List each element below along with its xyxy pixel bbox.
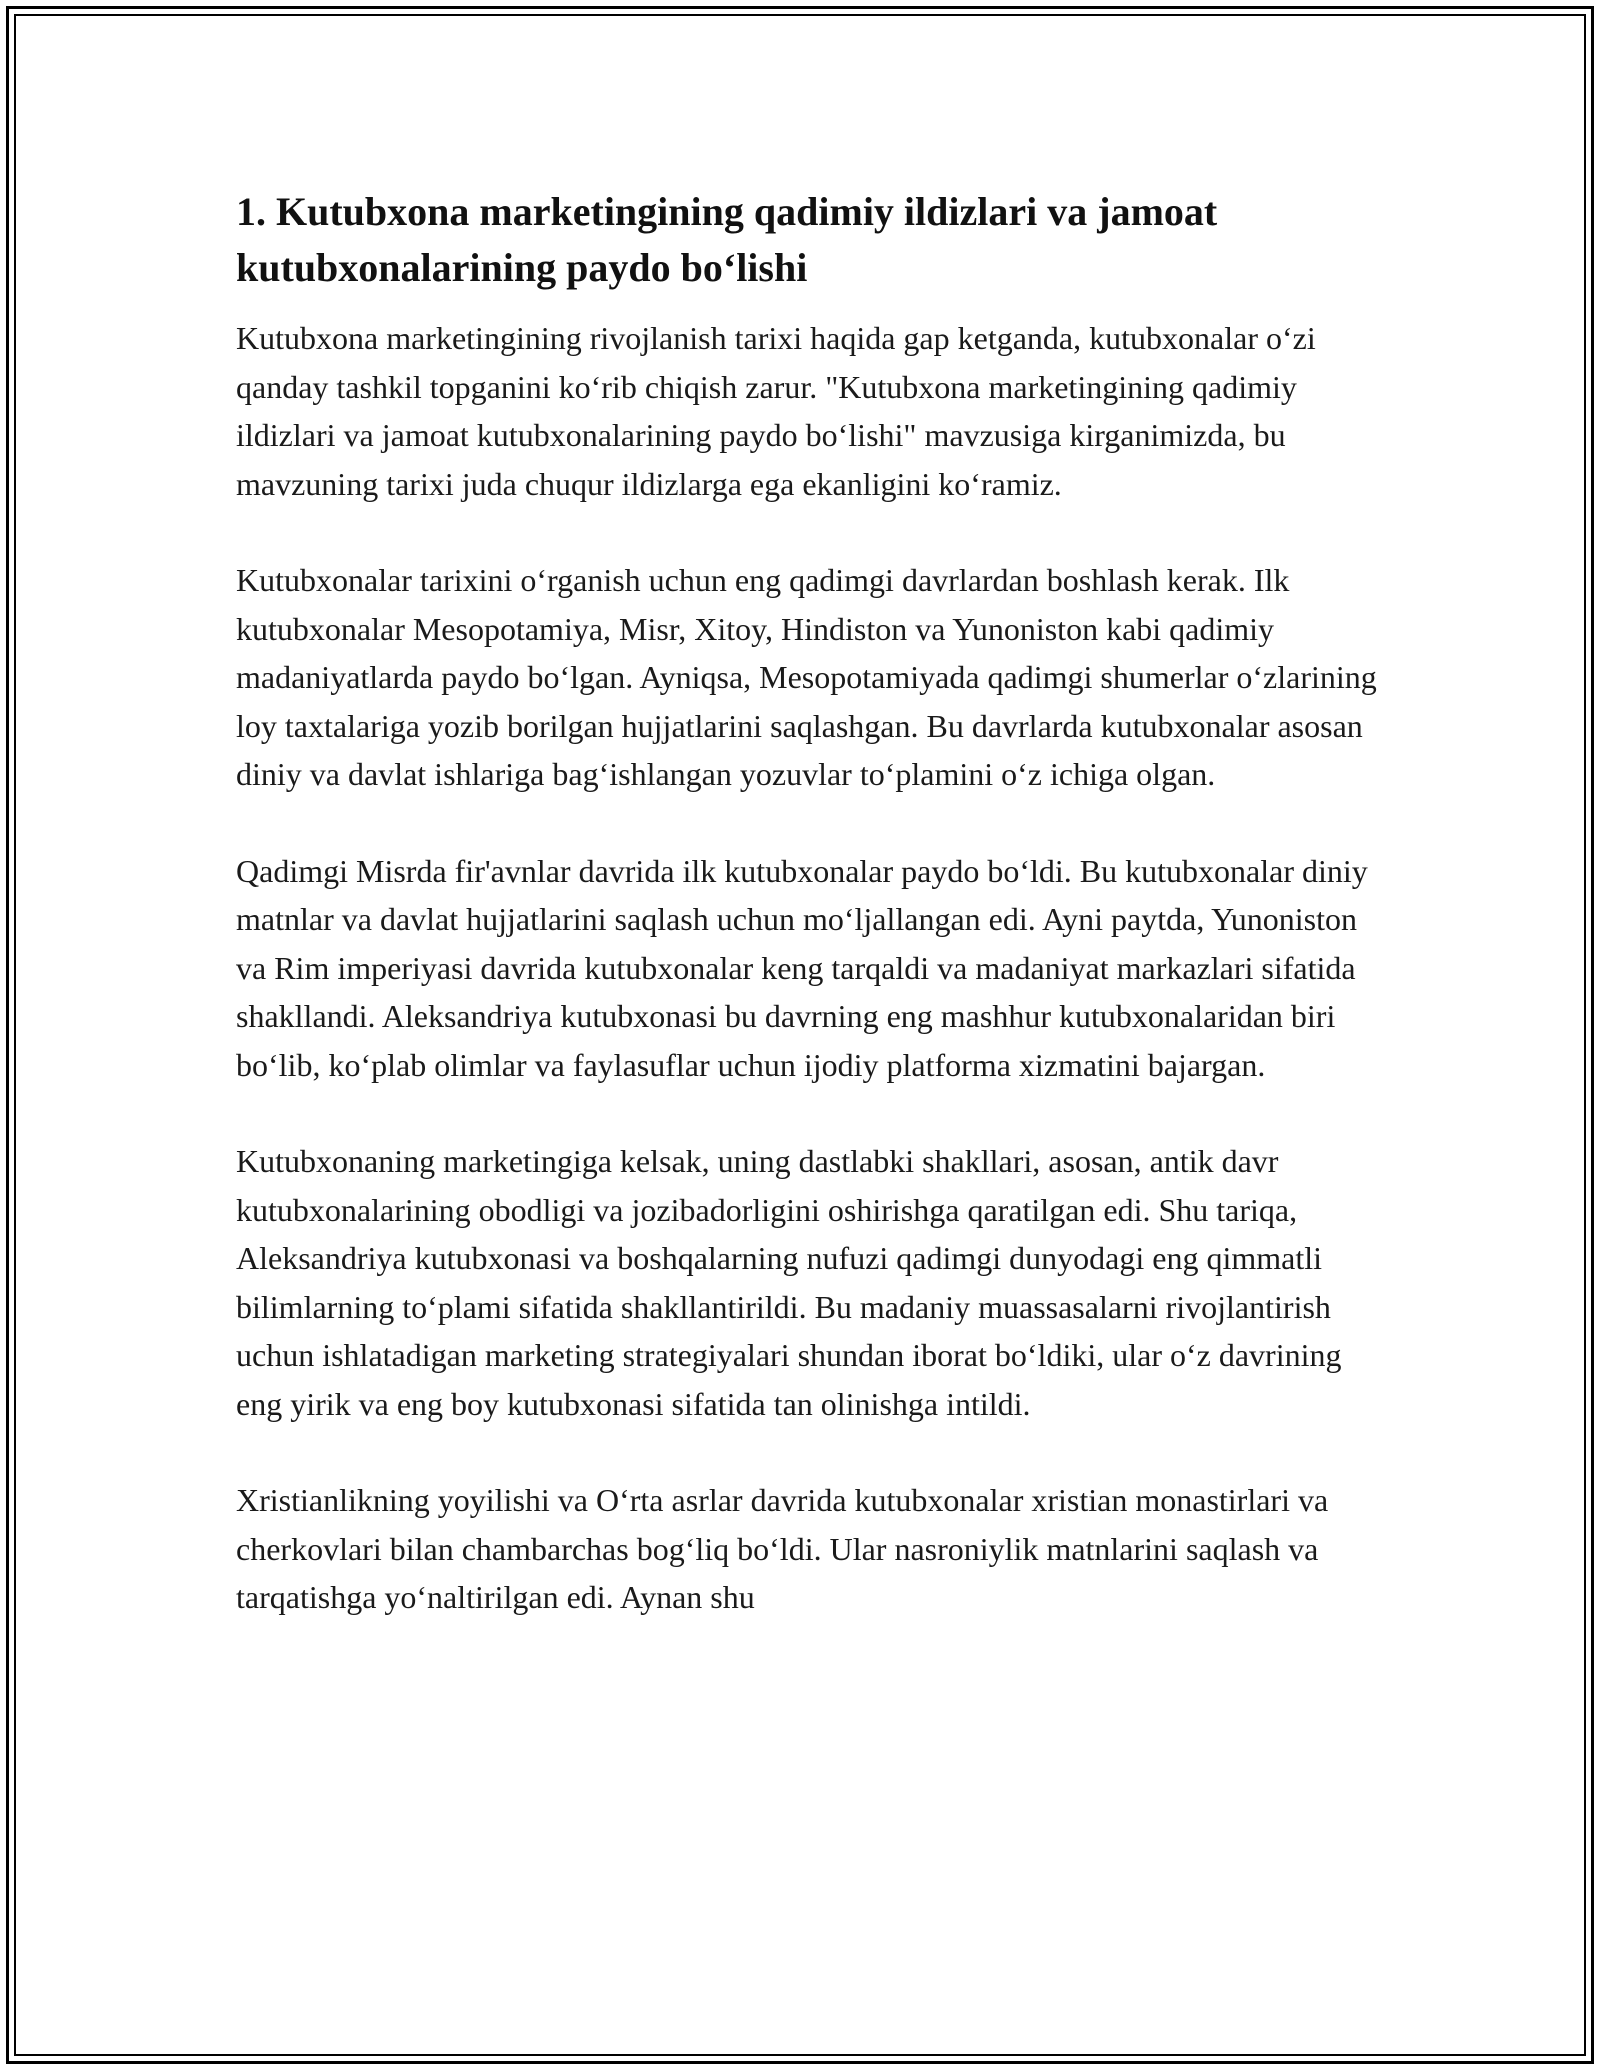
paragraph-3: Qadimgi Misrda fir'avnlar davrida ilk kutubxonalar paydo bo‘ldi. Bu kutubxonalar diniy matnlar va davlat hujjatlarini saqlash uchun mo‘ljallangan edi. Ayni paytda, Yunoniston va Rim imperiyasi davrida kutubxonalar keng tarqaldi va madaniyat markazlari sifatida shakllandi. Aleksandriya kutubxonasi bu davrning eng mashhur kutubxonalaridan biri bo‘lib, ko‘plab olimlar va faylasuflar uchun ijodiy platforma xizmatini bajargan. xyxy=(236,852,1368,1083)
paragraph-1: Kutubxona marketingining rivojlanish tarixi haqida gap ketganda, kutubxonalar o‘zi qanday tashkil topganini ko‘rib chiqish zarur. "Kutubxona marketingining qadimiy ildizlari va jamoat kutubxonalarining paydo bo‘lishi" mavzusiga kirganimizda, bu mavzuning tarixi juda chuqur ildizlarga ega ekanligini ko‘ramiz. xyxy=(236,320,1316,502)
paragraph-2: Kutubxonalar tarixini o‘rganish uchun eng qadimgi davrlardan boshlash kerak. Ilk kutubxonalar Mesopotamiya, Misr, Xitoy, Hindiston va Yunoniston kabi qadimiy madaniyatlarda paydo bo‘lgan. Ayniqsa, Mesopotamiyada qadimgi shumerlar o‘zlarining loy taxtalariga yozib borilgan hujjatlarini saqlashgan. Bu davrlarda kutubxonalar asosan diniy va davlat ishlariga bag‘ishlangan yozuvlar to‘plamini o‘z ichiga olgan. xyxy=(236,562,1377,792)
paragraph-5: Xristianlikning yoyilishi va O‘rta asrlar davrida kutubxonalar xristian monastirlari va cherkovlari bilan chambarchas bog‘liq bo‘ldi. Ular nasroniylik matnlarini saqlash va tarqatishga yo‘naltirilgan edi. Aynan shu xyxy=(236,1482,1329,1615)
document-body xyxy=(236,184,1386,1670)
section-heading: 1. Kutubxona marketingining qadimiy ildizlari va jamoat kutubxonalarining paydo bo‘lishi xyxy=(236,189,1218,290)
paragraph-4: Kutubxonaning marketingiga kelsak, uning dastlabki shakllari, asosan, antik davr kutubxonalarining obodligi va jozibadorligini oshirishga qaratilgan edi. Shu tariqa, Aleksandriya kutubxonasi va boshqalarning nufuzi qadimgi dunyodagi eng qimmatli bilimlarning to‘plami sifatida shakllantirildi. Bu madaniy muassasalarni rivojlantirish uchun ishlatadigan marketing strategiyalari shundan iborat bo‘ldiki, ular o‘z davrining eng yirik va eng boy kutubxonasi sifatida tan olinishga intildi. xyxy=(236,1143,1342,1422)
